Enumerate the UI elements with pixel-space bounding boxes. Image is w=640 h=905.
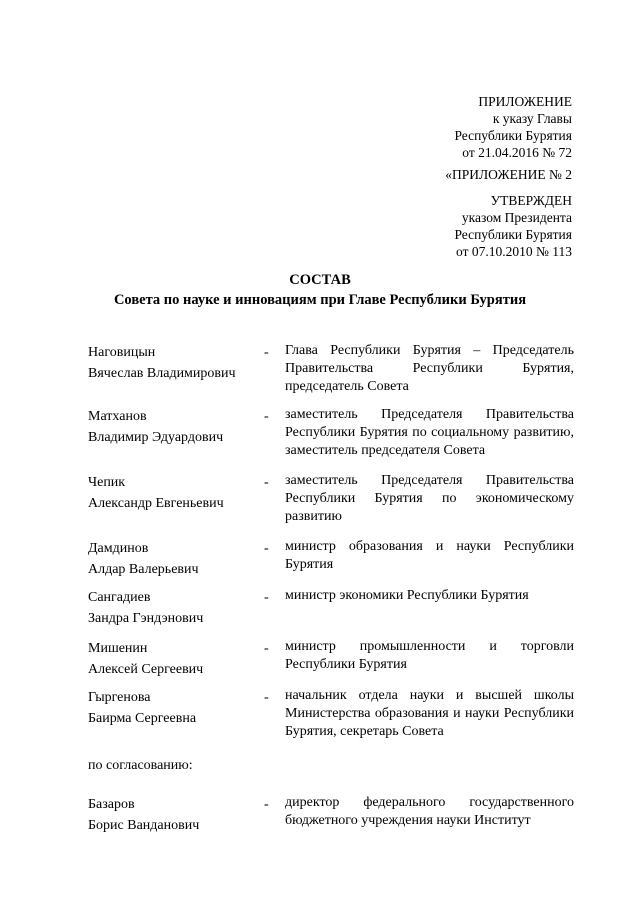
dash-separator: - [264, 345, 269, 360]
member-name [88, 687, 264, 729]
member-given-name: Алдар Валерьевич [88, 562, 199, 577]
document-title: СОСТАВ [289, 272, 351, 288]
member-given-name: Борис Ванданович [88, 818, 200, 833]
member-name [88, 406, 264, 448]
member-role: министр экономики Республики Бурятия [285, 588, 529, 603]
appendix-line: от 21.04.2016 № 72 [462, 145, 572, 160]
appendix-2-text: «ПРИЛОЖЕНИЕ № 2 [445, 167, 572, 182]
approved-line: УТВЕРЖДЕН [490, 193, 572, 208]
member-given-name: Баирма Сергеевна [88, 711, 197, 726]
member-name [88, 587, 264, 629]
member-name [88, 794, 264, 836]
dash-separator: - [264, 690, 269, 705]
member-role: министр промышленности и торговли Республики Бурятия [285, 639, 574, 672]
member-given-name: Зандра Гэндэнович [88, 611, 204, 626]
member-given-name: Алексей Сергеевич [88, 662, 204, 677]
appendix-line: к указу Главы [492, 111, 572, 126]
member-role: заместитель Председателя Правительства Республики Бурятия по социальному развитию, заместитель председателя Совета [285, 407, 574, 458]
member-role: министр образования и науки Республики Бурятия [285, 539, 574, 572]
member-surname: Мишенин [88, 641, 148, 656]
appendix-line: ПРИЛОЖЕНИЕ [478, 94, 572, 109]
approved-header [454, 192, 572, 260]
dash-separator: - [264, 797, 269, 812]
dash-separator: - [264, 475, 269, 490]
member-surname: Матханов [88, 409, 147, 424]
member-surname: Гыргенова [88, 690, 151, 705]
member-surname: Наговицын [88, 345, 156, 360]
member-name [88, 638, 264, 680]
member-role: директор федерального государственного бюджетного учреждения науки Институт [285, 795, 574, 828]
member-surname: Чепик [88, 475, 126, 490]
member-name [88, 472, 264, 514]
member-surname: Дамдинов [88, 541, 149, 556]
member-role: начальник отдела науки и высшей школы Министерства образования и науки Республики Бурятия, секретарь Совета [285, 688, 574, 739]
dash-separator: - [264, 590, 269, 605]
member-name [88, 538, 264, 580]
approved-line: указом Президента [461, 210, 572, 225]
member-role: Глава Республики Бурятия – Председатель Правительства Республики Бурятия, председатель Совета [285, 343, 574, 394]
approved-line: Республики Бурятия [454, 227, 572, 242]
member-surname: Базаров [88, 797, 135, 812]
document-subtitle: Совета по науке и инновациям при Главе Республики Бурятия [113, 292, 527, 308]
member-name [88, 342, 264, 384]
approved-line: от 07.10.2010 № 113 [456, 244, 572, 259]
member-given-name: Владимир Эдуардович [88, 430, 224, 445]
appendix-header [454, 93, 572, 161]
member-given-name: Александр Евгеньевич [88, 496, 224, 511]
by-agreement-label: по согласованию: [88, 758, 193, 773]
member-role: заместитель Председателя Правительства Республики Бурятия по экономическому развитию [285, 473, 574, 524]
dash-separator: - [264, 541, 269, 556]
appendix-2-label [445, 166, 572, 183]
member-surname: Сангадиев [88, 590, 151, 605]
appendix-line: Республики Бурятия [454, 128, 572, 143]
member-given-name: Вячеслав Владимирович [88, 366, 236, 381]
dash-separator: - [264, 409, 269, 424]
dash-separator: - [264, 641, 269, 656]
